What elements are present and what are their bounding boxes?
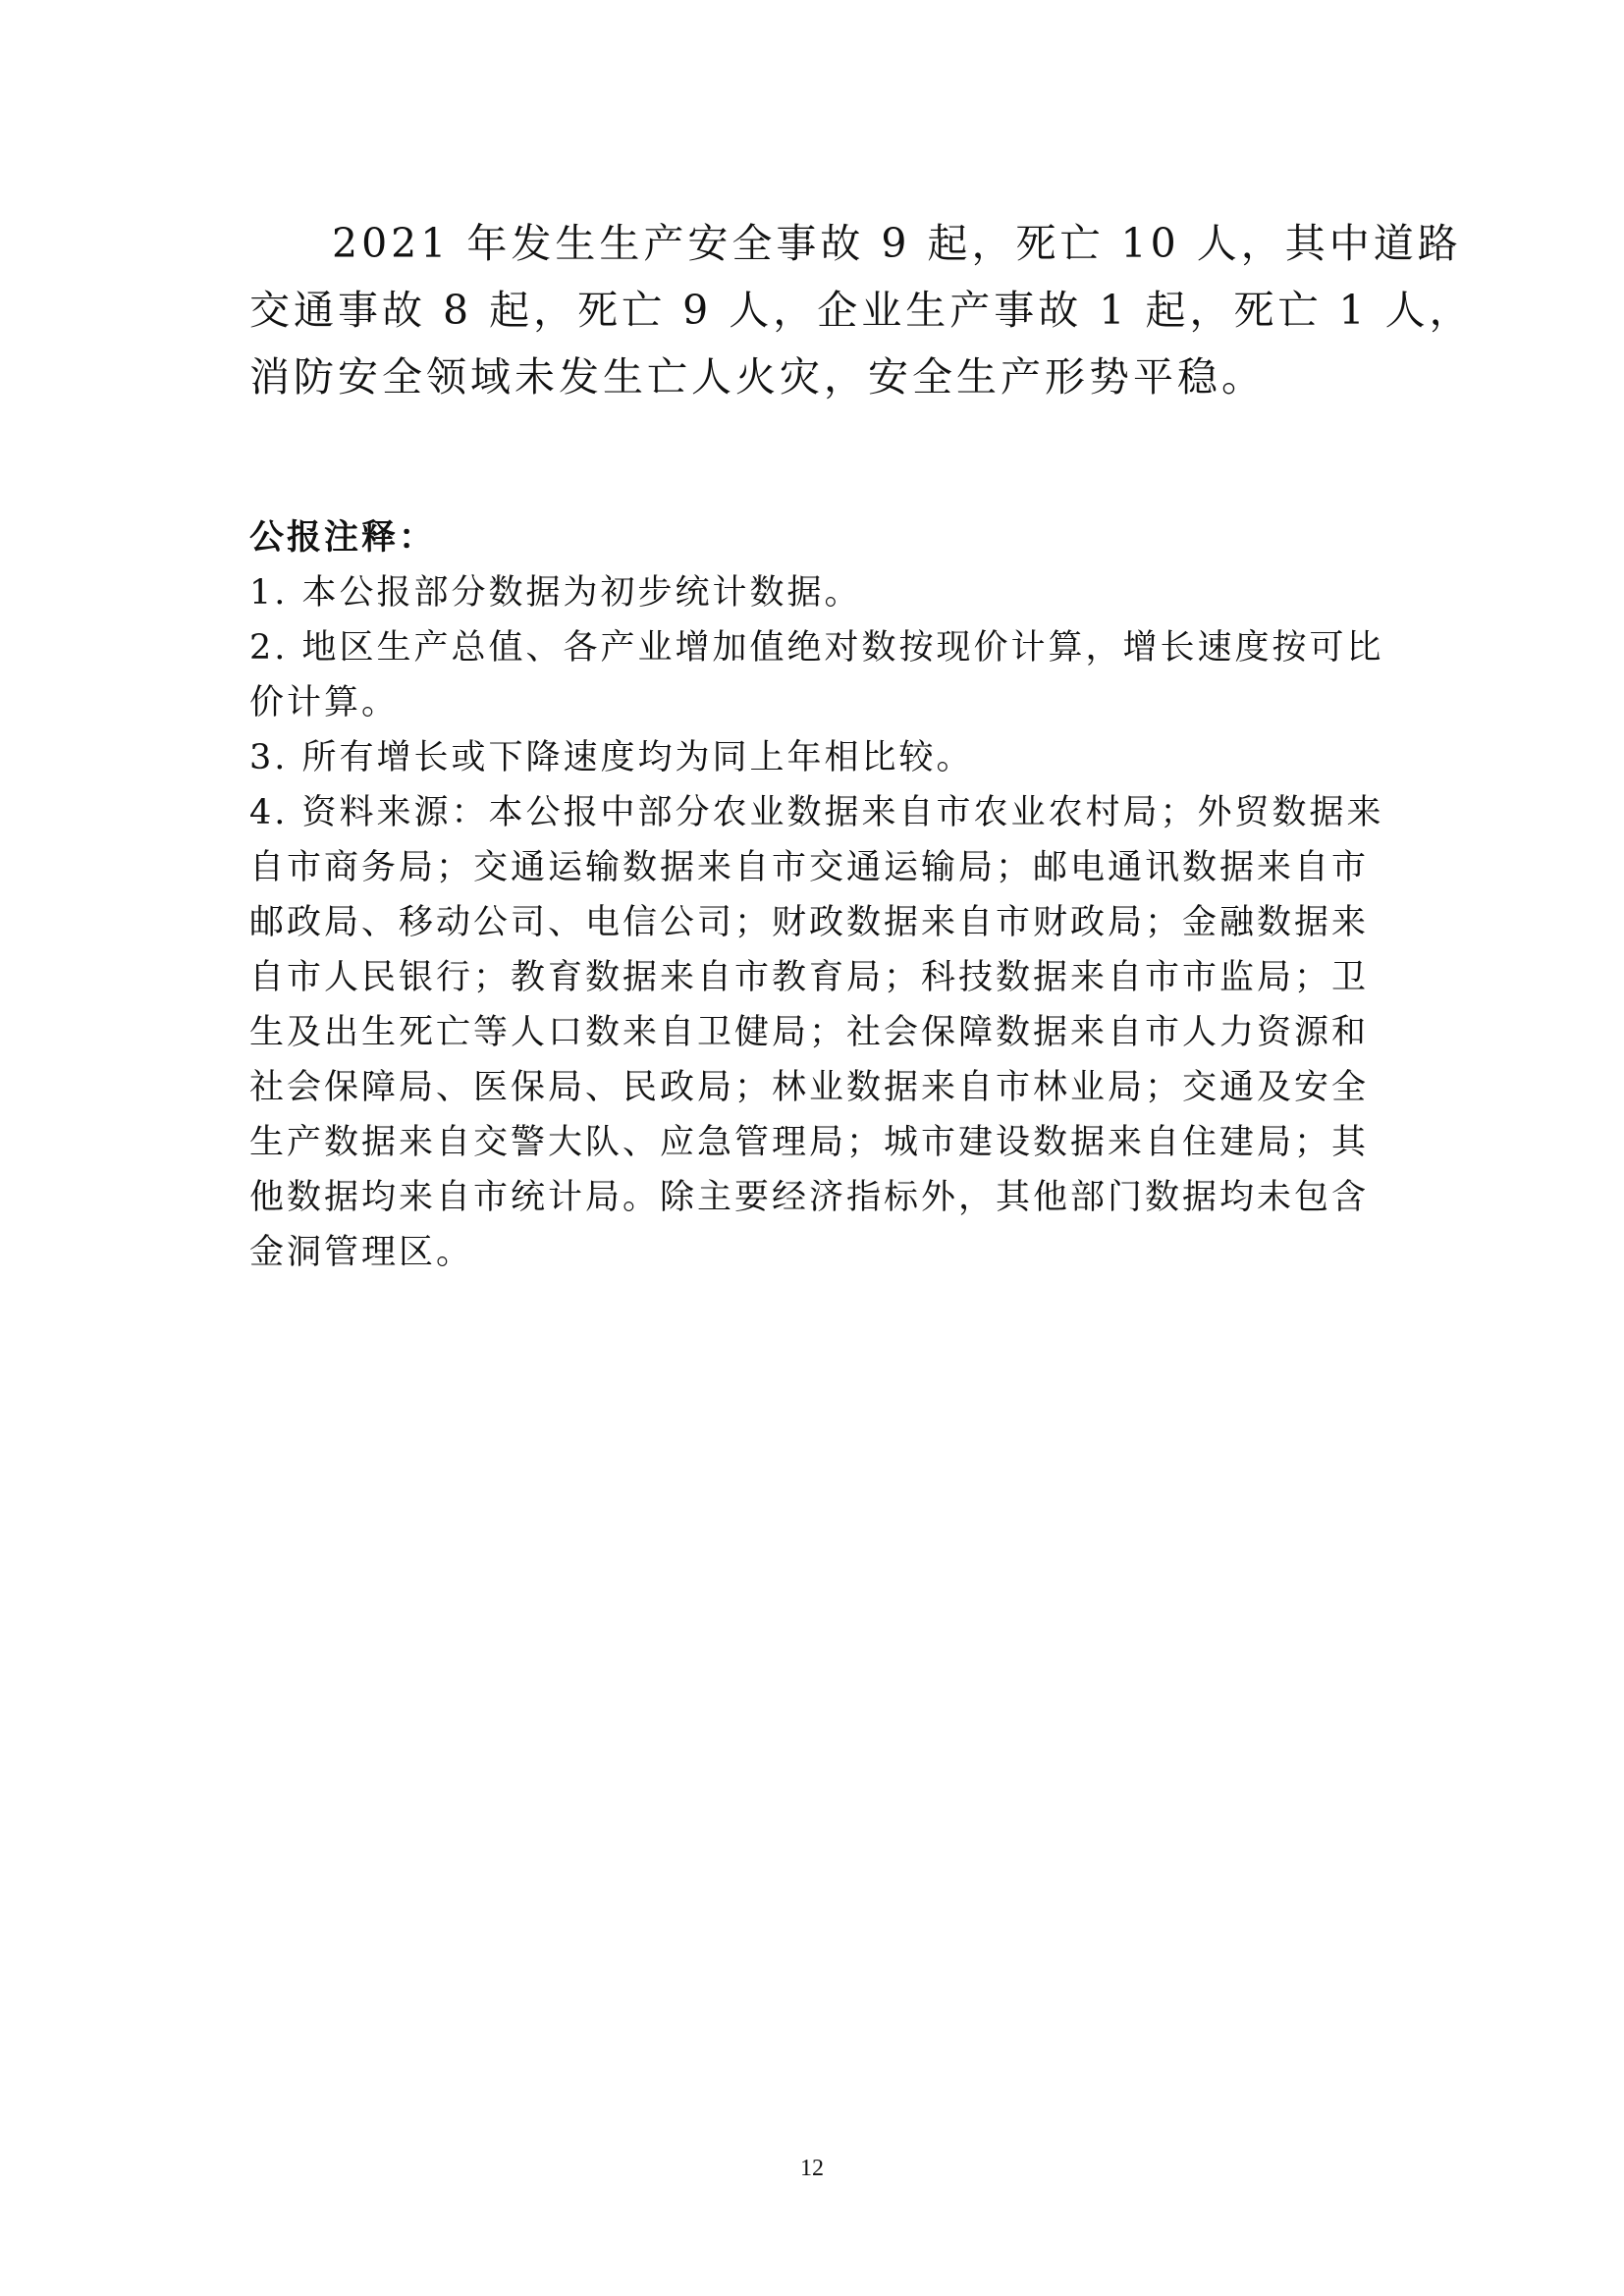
note-line: 3. 所有增长或下降速度均为同上年相比较。 — [249, 738, 974, 777]
note-line: 生及出生死亡等人口数来自卫健局；社会保障数据来自市人力资源和 — [249, 1013, 1370, 1052]
note-line: 他数据均来自市统计局。除主要经济指标外，其他部门数据均未包含 — [249, 1178, 1370, 1217]
note-line: 邮政局、移动公司、电信公司；财政数据来自市财政局；金融数据来 — [249, 903, 1370, 942]
note-line: 自市人民银行；教育数据来自市教育局；科技数据来自市市监局；卫 — [249, 958, 1370, 997]
paragraph-line: 消防安全领域未发生亡人火灾，安全生产形势平稳。 — [249, 353, 1266, 400]
paragraph-line: 交通事故 8 起，死亡 9 人，企业生产事故 1 起，死亡 1 人， — [249, 287, 1474, 334]
note-line: 价计算。 — [249, 683, 400, 722]
note-line: 生产数据来自交警大队、应急管理局；城市建设数据来自住建局；其 — [249, 1123, 1370, 1162]
notes-title: 公报注释： — [249, 517, 437, 558]
note-line: 社会保障局、医保局、民政局；林业数据来自市林业局；交通及安全 — [249, 1068, 1370, 1107]
note-line: 4. 资料来源：本公报中部分农业数据来自市农业农村局；外贸数据来 — [249, 793, 1384, 832]
note-line: 2. 地区生产总值、各产业增加值绝对数按现价计算，增长速度按可比 — [249, 628, 1384, 667]
note-line: 金洞管理区。 — [249, 1233, 474, 1272]
note-line: 1. 本公报部分数据为初步统计数据。 — [249, 573, 862, 613]
safety-paragraph — [249, 210, 1474, 410]
page-number: 12 — [800, 2156, 824, 2181]
note-line: 自市商务局；交通运输数据来自市交通运输局；邮电通讯数据来自市 — [249, 848, 1370, 887]
paragraph-line: 2021 年发生生产安全事故 9 起，死亡 10 人，其中道路 — [332, 220, 1462, 267]
bulletin-notes — [249, 510, 1388, 1280]
